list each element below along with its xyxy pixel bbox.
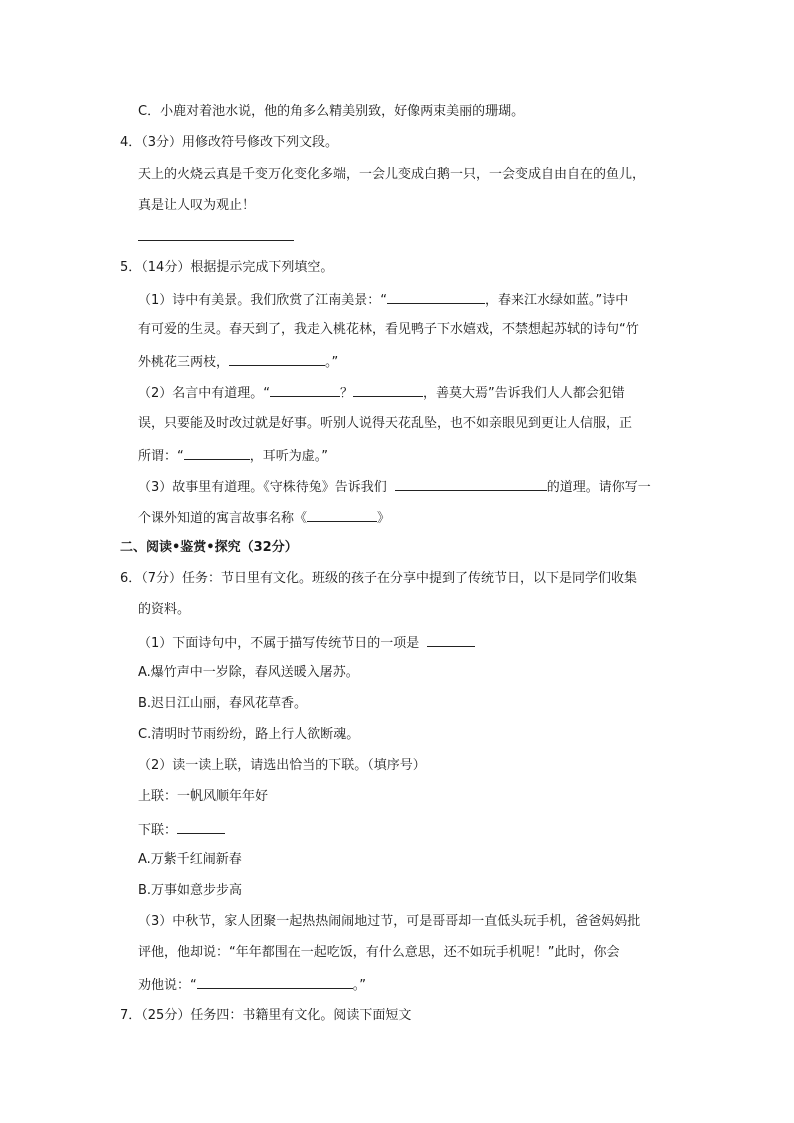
q6-sub1-option-a: A.爆竹声中一岁除，春风送暖入屠苏。 <box>138 665 359 680</box>
blank[interactable] <box>184 445 250 460</box>
q5-part1-line1 <box>138 289 628 311</box>
text: ，耳听为虚。” <box>249 449 328 464</box>
q5-part1-line3 <box>138 351 338 373</box>
blank[interactable] <box>353 382 423 397</box>
q5-part3-line1 <box>138 476 651 498</box>
text: ，春来江水绿如蓝。”诗中 <box>485 293 629 308</box>
q6-sub2-option-b: B.万事如意步步高 <box>138 883 243 898</box>
q4-answer-line[interactable] <box>138 240 294 241</box>
q6-sub1-option-c: C.清明时节雨纷纷，路上行人欲断魂。 <box>138 727 360 742</box>
text: ？ <box>340 386 354 401</box>
q6-sub3-line3 <box>138 974 366 996</box>
text: （1）诗中有美景。我们欣赏了江南美景：“ <box>138 293 388 308</box>
q5-part3-line2 <box>138 507 390 529</box>
q6-sub2-upper-couplet: 上联：一帆风顺年年好 <box>138 789 269 804</box>
text: ，善莫大焉”告诉我们人人都会犯错 <box>423 386 625 401</box>
text: 下联： <box>138 823 178 838</box>
text: （2）名言中有道理。“ <box>138 386 271 401</box>
q5-part2-line3 <box>138 445 328 467</box>
q6-sub2-option-a: A.万紫千红闹新春 <box>138 852 242 867</box>
text: 。” <box>325 355 339 370</box>
text: 外桃花三两枝， <box>138 355 230 370</box>
q5-part1-line2: 有可爱的生灵。春天到了，我走入桃花林，看见鸭子下水嬉戏，不禁想起苏轼的诗句“竹 <box>138 322 639 337</box>
text: 的道理。请你写一 <box>546 480 651 495</box>
q6-sub2-lower-couplet <box>138 819 225 841</box>
blank[interactable] <box>229 351 325 366</box>
blank[interactable] <box>427 632 475 647</box>
q3-option-c: C．小鹿对着池水说，他的角多么精美别致，好像两束美丽的珊瑚。 <box>138 104 525 119</box>
q6-title-line1: 6．（7分）任务：节日里有文化。班级的孩子在分享中提到了传统节日，以下是同学们收集 <box>120 571 638 586</box>
q6-sub2-prompt: （2）读一读上联，请选出恰当的下联。（填序号） <box>138 758 426 773</box>
q4-passage-line1: 天上的火烧云真是千变万化变化多端，一会儿变成白鹅一只，一会变成自由自在的鱼儿， <box>138 167 646 182</box>
text: （1）下面诗句中，不属于描写传统节日的一项是 <box>138 636 420 651</box>
section-heading: 二、阅读•鉴赏•探究（32分） <box>120 540 298 555</box>
blank[interactable] <box>307 507 377 522</box>
blank[interactable] <box>270 382 340 397</box>
q5-part2-line1 <box>138 382 625 404</box>
text: 个课外知道的寓言故事名称《 <box>138 511 308 526</box>
q6-sub1-prompt <box>138 632 475 654</box>
blank[interactable] <box>387 289 485 304</box>
blank[interactable] <box>197 974 353 989</box>
text: 所谓：“ <box>138 449 184 464</box>
q6-sub1-option-b: B.迟日江山丽，春风花草香。 <box>138 696 308 711</box>
q5-part2-line2: 误，只要能及时改过就是好事。听别人说得天花乱坠，也不如亲眼见到更让人信服，正 <box>138 416 633 431</box>
q6-sub3-line2: 评他，他却说：“年年都围在一起吃饭，有什么意思，还不如玩手机呢！”此时，你会 <box>138 945 620 960</box>
q4-title: 4．（3分）用修改符号修改下列文段。 <box>120 135 339 150</box>
blank[interactable] <box>177 819 225 834</box>
q6-sub3-line1: （3）中秋节，家人团聚一起热热闹闹地过节，可是哥哥却一直低头玩手机，爸爸妈妈批 <box>138 914 641 929</box>
text: 。” <box>352 978 366 993</box>
text: 劝他说：“ <box>138 978 197 993</box>
q7-title: 7．（25分）任务四：书籍里有文化。阅读下面短文 <box>120 1008 412 1023</box>
blank[interactable] <box>395 476 547 491</box>
text: 》 <box>377 511 391 526</box>
q4-passage-line2: 真是让人叹为观止！ <box>138 198 256 213</box>
text: （3）故事里有道理。《守株待兔》告诉我们 <box>138 480 387 495</box>
q6-title-line2: 的资料。 <box>138 602 191 617</box>
q5-title: 5．（14分）根据提示完成下列填空。 <box>120 260 334 275</box>
